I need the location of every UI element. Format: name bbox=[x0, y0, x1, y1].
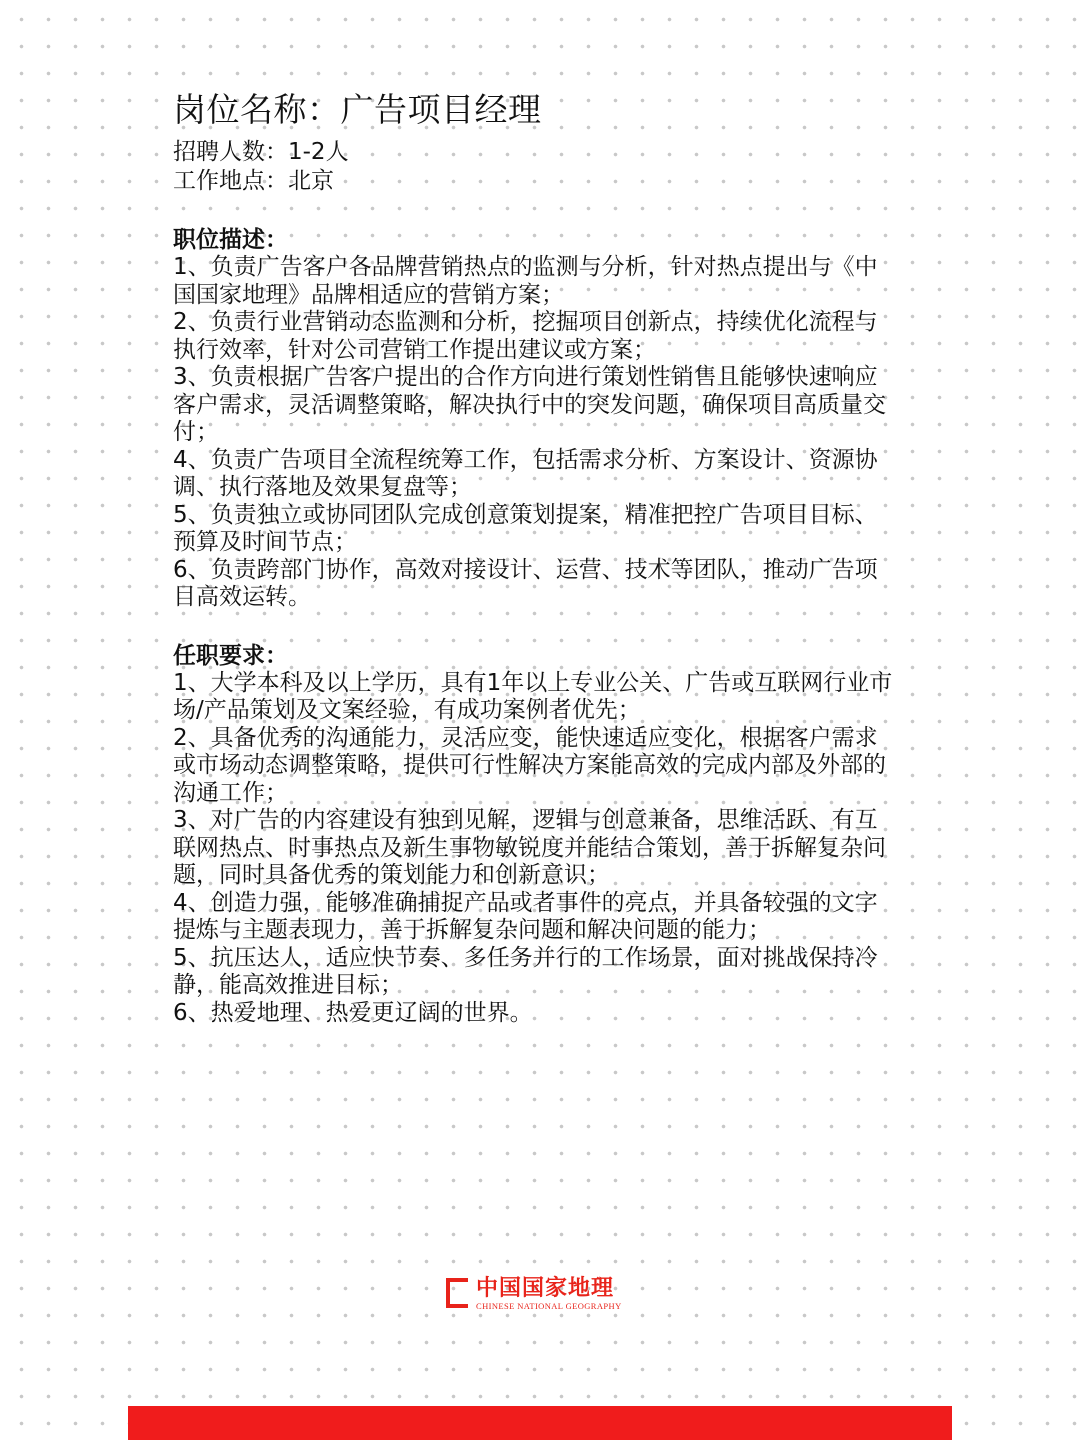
description-item: 4、负责广告项目全流程统筹工作，包括需求分析、方案设计、资源协调、执行落地及效果复盘等； bbox=[173, 446, 878, 500]
logo-english-name: CHINESE NATIONAL GEOGRAPHY bbox=[476, 1301, 622, 1311]
job-description-list bbox=[173, 254, 893, 612]
description-item: 3、负责根据广告客户提出的合作方向进行策划性销售且能够快速响应客户需求，灵活调整策略，解决执行中的突发问题，确保项目高质量交付； bbox=[173, 364, 886, 445]
description-item: 6、负责跨部门协作，高效对接设计、运营、技术等团队，推动广告项目高效运转。 bbox=[173, 556, 878, 610]
job-posting bbox=[173, 88, 893, 1027]
requirement-item: 1、大学本科及以上学历，具有1年以上专业公关、广告或互联网行业市场/产品策划及文案经验，有成功案例者优先； bbox=[173, 669, 893, 723]
chinese-national-geography-logo bbox=[446, 1275, 622, 1312]
logo-chinese-name: 中国国家地理 bbox=[476, 1275, 615, 1301]
bottom-red-bar bbox=[128, 1406, 952, 1440]
job-description-heading: 职位描述： bbox=[173, 227, 288, 253]
requirements-list bbox=[173, 670, 893, 1028]
requirements-heading: 任职要求： bbox=[173, 642, 288, 669]
job-title: 岗位名称：广告项目经理 bbox=[173, 90, 542, 129]
requirement-item: 6、热爱地理、热爱更辽阔的世界。 bbox=[173, 999, 533, 1026]
description-item: 2、负责行业营销动态监测和分析，挖掘项目创新点，持续优化流程与执行效率，针对公司营销工作提出建议或方案； bbox=[173, 309, 878, 363]
requirement-item: 4、创造力强，能够准确捕捉产品或者事件的亮点，并具备较强的文字提炼与主题表现力，善于拆解复杂问题和解决问题的能力； bbox=[173, 889, 878, 943]
requirement-item: 2、具备优秀的沟通能力，灵活应变，能快速适应变化，根据客户需求或市场动态调整策略，提供可行性解决方案能高效的完成内部及外部的沟通工作； bbox=[173, 724, 886, 806]
headcount: 招聘人数：1-2人 bbox=[173, 139, 349, 165]
job-description-section bbox=[173, 226, 893, 612]
logo-text bbox=[476, 1275, 622, 1312]
requirement-item: 3、对广告的内容建设有独到见解，逻辑与创意兼备，思维活跃、有互联网热点、时事热点及新生事物敏锐度并能结合策划，善于拆解复杂问题，同时具备优秀的策划能力和创新意识； bbox=[173, 807, 886, 888]
requirements-section bbox=[173, 642, 893, 1028]
requirement-item: 5、抗压达人，适应快节奏、多任务并行的工作场景，面对挑战保持冷静，能高效推进目标； bbox=[173, 944, 878, 998]
description-item: 5、负责独立或协同团队完成创意策划提案，精准把控广告项目目标、预算及时间节点； bbox=[173, 501, 878, 555]
logo-frame-icon bbox=[446, 1278, 468, 1308]
description-item: 1、负责广告客户各品牌营销热点的监测与分析，针对热点提出与《中国国家地理》品牌相适应的营销方案； bbox=[173, 254, 878, 308]
work-location: 工作地点：北京 bbox=[173, 168, 334, 194]
